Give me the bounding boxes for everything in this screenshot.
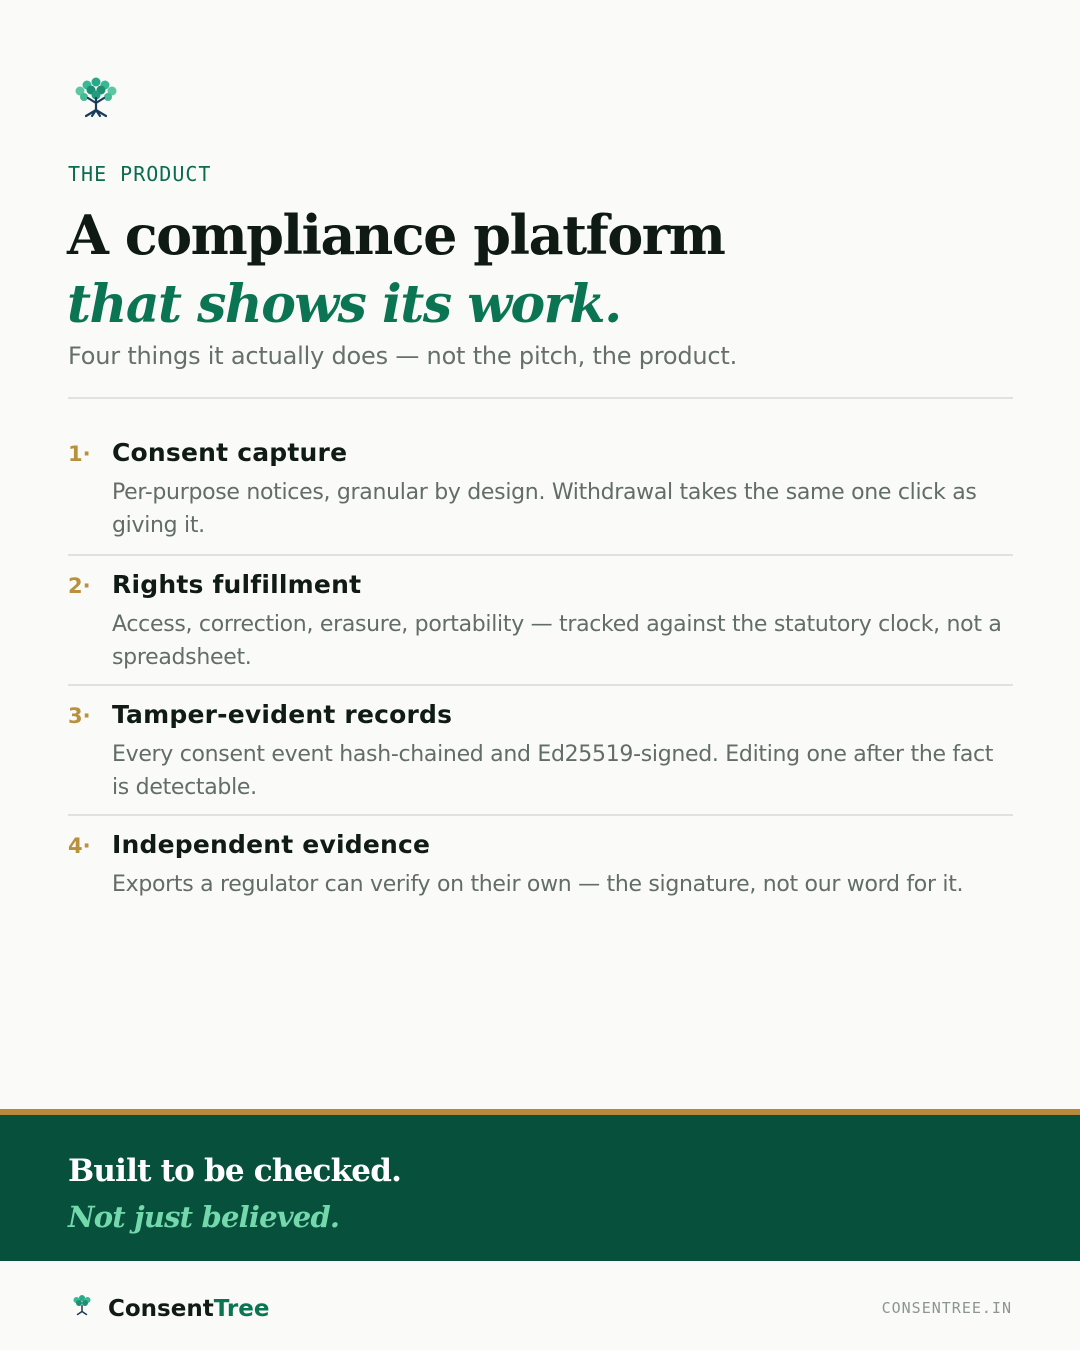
feature-number: 3· (68, 704, 91, 728)
tree-logo-icon (72, 76, 120, 118)
feature-item (68, 698, 1013, 816)
feature-list (68, 436, 1013, 946)
banner-tagline: Built to be checked. (68, 1153, 402, 1189)
feature-title: Independent evidence (112, 830, 431, 859)
feature-item (68, 828, 1013, 946)
divider (68, 397, 1013, 399)
banner-tagline-accent: Not just believed. (68, 1200, 340, 1234)
feature-number: 4· (68, 834, 91, 858)
brand-name-primary: Consent (108, 1296, 214, 1322)
feature-description: Exports a regulator can verify on their own — the signature, not our word for it. (112, 872, 964, 897)
feature-title: Consent capture (112, 438, 348, 467)
tagline-banner (0, 1115, 1080, 1261)
feature-number: 1· (68, 442, 91, 466)
website-domain: CONSENTREE.IN (881, 1299, 1012, 1317)
page-title: A compliance platform (67, 203, 725, 267)
page-subtitle: Four things it actually does — not the pitch, the product. (68, 342, 738, 370)
feature-number: 2· (68, 574, 91, 598)
feature-description: Per-purpose notices, granular by design. Withdrawal takes the same one click as giving it. (112, 480, 977, 538)
feature-title: Tamper-evident records (112, 700, 453, 729)
feature-item (68, 436, 1013, 556)
feature-title: Rights fulfillment (112, 570, 362, 599)
feature-description: Access, correction, erasure, portability — tracked against the statutory clock, not a spreadsheet. (112, 612, 1002, 670)
tree-icon (70, 1294, 94, 1316)
feature-item (68, 568, 1013, 686)
feature-description: Every consent event hash-chained and Ed25519-signed. Editing one after the fact is detectable. (112, 742, 994, 800)
brand-name-accent: Tree (213, 1296, 270, 1322)
page-title-accent: that shows its work. (67, 274, 621, 335)
section-eyebrow: THE PRODUCT (68, 162, 212, 186)
brand-name (108, 1294, 269, 1324)
